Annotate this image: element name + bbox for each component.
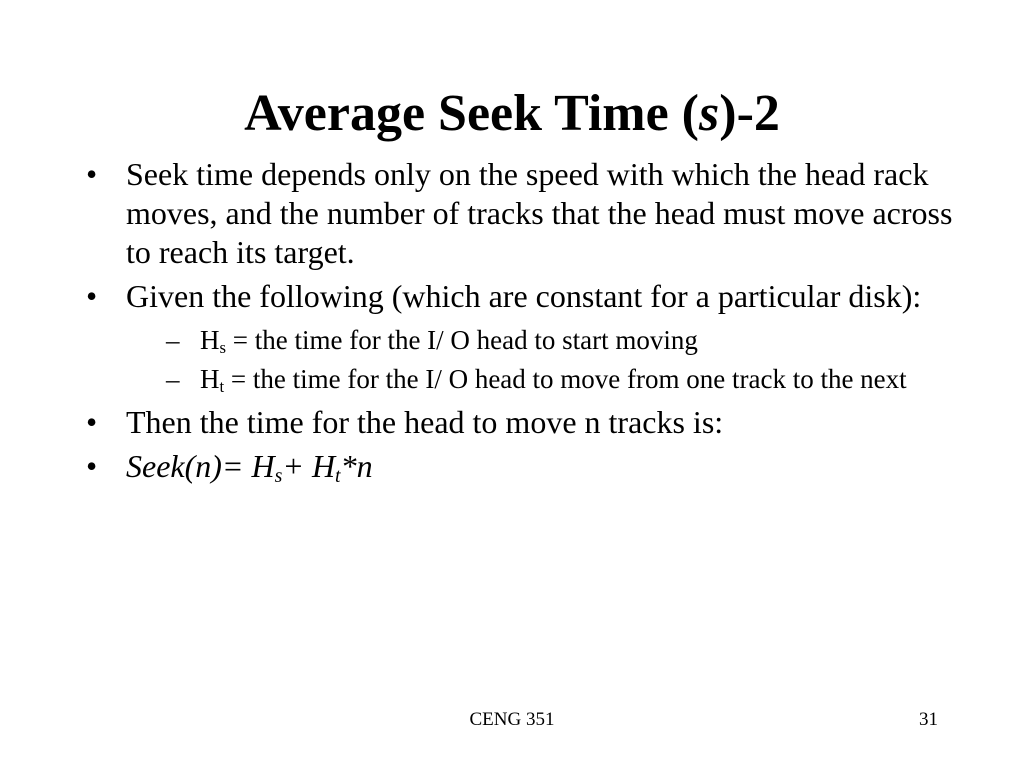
dash-marker: – [166, 364, 180, 394]
sub-bullet-text: = the time for the I/ O head to move from one track to the next [224, 364, 907, 394]
bullet-text: Given the following (which are constant for a particular disk): [126, 278, 922, 314]
bullet-given [86, 277, 966, 395]
title-end: )-2 [719, 85, 780, 142]
sub-bullet-text: = the time for the I/ O head to start moving [226, 325, 698, 355]
bullet-marker: • [86, 448, 98, 484]
title-variable: s [699, 85, 720, 142]
formula-part-c: *n [340, 448, 373, 484]
var-h: H [200, 364, 220, 394]
bullet-marker: • [86, 278, 98, 314]
dash-marker: – [166, 325, 180, 355]
bullet-text: Then the time for the head to move n tracks is: [126, 404, 724, 440]
sub-bullet-list [126, 325, 966, 395]
bullet-marker: • [86, 156, 98, 192]
footer-page-number: 31 [919, 709, 938, 730]
seek-formula [126, 448, 373, 487]
sub-bullet-hs [126, 325, 966, 356]
bullet-list [86, 155, 966, 491]
slide-title [0, 84, 1024, 144]
title-main: Average Seek Time ( [244, 85, 699, 142]
subscript-s: s [219, 338, 227, 358]
bullet-seek-time [86, 155, 966, 272]
sub-bullet-ht [126, 364, 966, 395]
bullet-then [86, 403, 966, 442]
bullet-text: Seek time depends only on the speed with which the head rack moves, and the number of tracks that the head must move across to reach its target. [126, 156, 953, 270]
formula-part-b: + H [282, 448, 336, 484]
subscript-t: t [219, 377, 225, 397]
var-h: H [200, 325, 220, 355]
formula-subscript-s: s [274, 464, 283, 487]
footer-course: CENG 351 [469, 709, 555, 730]
formula-subscript-t: t [335, 464, 341, 487]
bullet-marker: • [86, 404, 98, 440]
formula-part-a: Seek(n)= H [126, 448, 275, 484]
bullet-formula [86, 447, 966, 486]
